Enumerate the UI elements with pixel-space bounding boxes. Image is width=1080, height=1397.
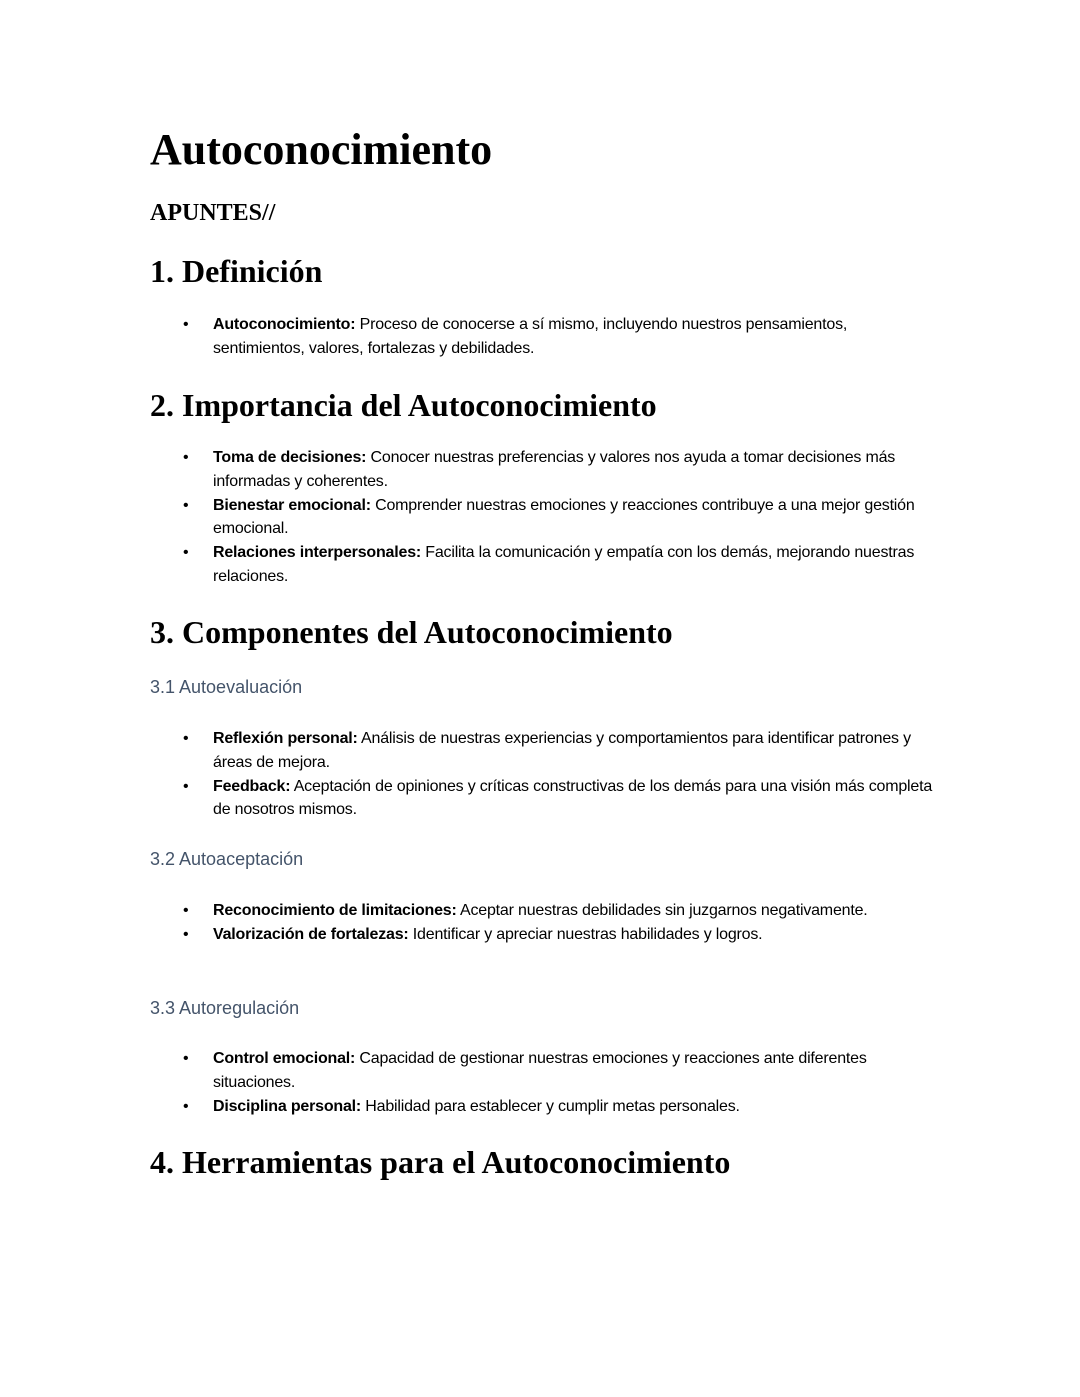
autoaceptacion-list xyxy=(150,899,940,947)
bullet-icon: • xyxy=(183,730,189,747)
list-item xyxy=(150,899,940,923)
section-heading-importancia: 2. Importancia del Autoconocimiento xyxy=(150,387,657,423)
subsection-heading-autoaceptacion: 3.2 Autoaceptación xyxy=(150,849,304,869)
autoregulacion-list xyxy=(150,1047,940,1118)
item-text: Proceso de conocerse a sí mismo, incluyendo nuestros pensamientos, sentimientos, valores, fortalezas y debilidades. xyxy=(213,316,848,357)
item-text: Habilidad para establecer y cumplir metas personales. xyxy=(361,1097,740,1115)
item-text: Aceptación de opiniones y críticas constructivas de los demás para una visión más completa de nosotros mismos. xyxy=(213,777,933,819)
list-item xyxy=(150,923,940,947)
item-text: Comprender nuestras emociones y reacciones contribuye a una mejor gestión emocional. xyxy=(213,496,915,538)
bullet-icon: • xyxy=(183,316,189,333)
importance-list xyxy=(150,446,940,589)
bullet-icon: • xyxy=(183,1097,189,1115)
item-term: Valorización de fortalezas: xyxy=(213,925,409,943)
item-term: Control emocional: xyxy=(213,1050,356,1067)
document-subtitle: APUNTES// xyxy=(150,200,276,226)
bullet-icon: • xyxy=(183,496,189,514)
section-heading-componentes: 3. Componentes del Autoconocimiento xyxy=(150,614,673,650)
item-text: Capacidad de gestionar nuestras emociones y reacciones ante diferentes situaciones. xyxy=(213,1050,867,1091)
item-term: Toma de decisiones: xyxy=(213,449,367,466)
item-term: Disciplina personal: xyxy=(213,1097,362,1115)
item-text: Aceptar nuestras debilidades sin juzgarnos negativamente. xyxy=(456,902,868,919)
bullet-icon: • xyxy=(183,902,189,919)
bullet-icon: • xyxy=(183,544,189,562)
list-item xyxy=(150,446,940,494)
section-heading-definicion: 1. Definición xyxy=(150,253,323,289)
item-text: Conocer nuestras preferencias y valores nos ayuda a tomar decisiones más informadas y coherentes. xyxy=(213,449,896,490)
item-term: Reflexión personal: xyxy=(213,730,358,747)
item-text: Identificar y apreciar nuestras habilidades y logros. xyxy=(408,925,763,943)
subsection-heading-autoregulacion: 3.3 Autoregulación xyxy=(150,998,300,1018)
bullet-icon: • xyxy=(183,1050,189,1067)
item-term: Reconocimiento de limitaciones: xyxy=(213,902,457,919)
list-item xyxy=(150,494,940,542)
list-item xyxy=(150,727,940,775)
definition-list xyxy=(150,313,940,361)
section-heading-herramientas: 4. Herramientas para el Autoconocimiento xyxy=(150,1144,731,1180)
list-item xyxy=(150,541,940,589)
list-item xyxy=(150,313,940,361)
list-item xyxy=(150,1047,940,1095)
item-text: Análisis de nuestras experiencias y comportamientos para identificar patrones y áreas de mejora. xyxy=(213,730,911,771)
list-item xyxy=(150,775,940,823)
bullet-icon: • xyxy=(183,777,189,795)
item-term: Relaciones interpersonales: xyxy=(213,544,422,562)
item-term: Autoconocimiento: xyxy=(213,316,356,333)
item-term: Feedback: xyxy=(213,777,291,795)
item-term: Bienestar emocional: xyxy=(213,496,371,514)
autoevaluacion-list xyxy=(150,727,940,822)
bullet-icon: • xyxy=(183,449,189,466)
bullet-icon: • xyxy=(183,925,189,943)
document-title: Autoconocimiento xyxy=(150,125,493,174)
subsection-heading-autoevaluacion: 3.1 Autoevaluación xyxy=(150,677,303,697)
item-text: Facilita la comunicación y empatía con los demás, mejorando nuestras relaciones. xyxy=(213,544,915,585)
list-item xyxy=(150,1095,940,1119)
